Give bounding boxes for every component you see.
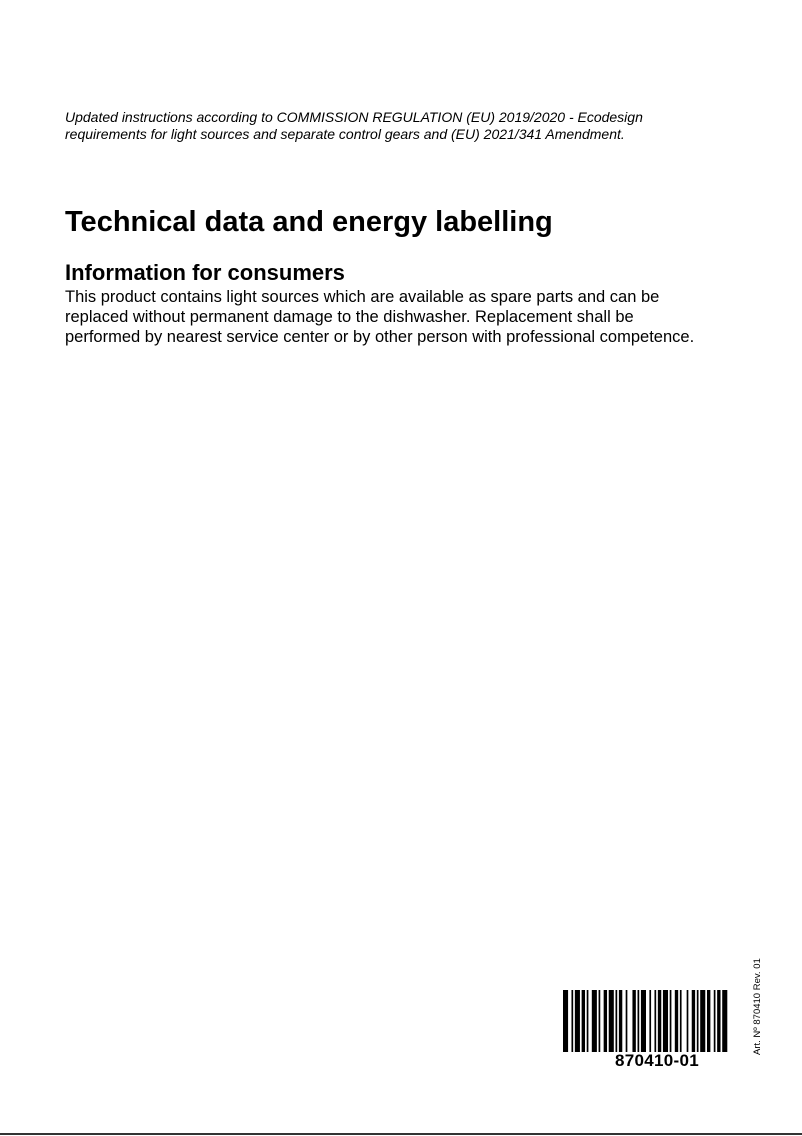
intro-line-2: requirements for light sources and separate control gears and (EU) 2021/341 Amendment.: [65, 126, 625, 142]
barcode-image: [563, 990, 729, 1052]
barcode-number: 870410-01: [615, 1051, 699, 1070]
section-body: [65, 287, 694, 347]
barcode-bar: [717, 990, 720, 1052]
barcode-bar: [626, 990, 628, 1052]
barcode-bar: [571, 990, 573, 1052]
barcode-bar: [575, 990, 580, 1052]
barcode-bar: [604, 990, 607, 1052]
page-title: Technical data and energy labelling: [65, 206, 553, 238]
barcode-bar: [697, 990, 699, 1052]
barcode-bar: [582, 990, 585, 1052]
body-line-1: This product contains light sources which are available as spare parts and can be: [65, 288, 660, 306]
barcode-bar: [592, 990, 597, 1052]
barcode-bar: [632, 990, 635, 1052]
barcode-bar: [654, 990, 656, 1052]
barcode-bar: [619, 990, 622, 1052]
body-line-3: performed by nearest service center or by other person with professional competence.: [65, 328, 695, 346]
barcode-bar: [609, 990, 614, 1052]
barcode-bars: [563, 990, 727, 1052]
barcode-bar: [675, 990, 678, 1052]
intro-note: [65, 109, 765, 143]
barcode-bar: [563, 990, 568, 1052]
barcode-bar: [687, 990, 689, 1052]
barcode-bar: [616, 990, 618, 1052]
barcode-bar: [700, 990, 705, 1052]
barcode-bar: [641, 990, 646, 1052]
barcode-bar: [587, 990, 589, 1052]
body-line-2: replaced without permanent damage to the dishwasher. Replacement shall be: [65, 308, 634, 326]
barcode-bar: [692, 990, 695, 1052]
barcode-bar: [638, 990, 640, 1052]
barcode-bar: [722, 990, 727, 1052]
barcode-bar: [599, 990, 601, 1052]
barcode-bar: [714, 990, 716, 1052]
barcode-bar: [649, 990, 651, 1052]
intro-line-1: Updated instructions according to COMMISSION REGULATION (EU) 2019/2020 - Ecodesign: [65, 109, 643, 125]
bottom-rule: [0, 1133, 802, 1135]
article-number-label: Art. Nº 870410 Rev. 01: [752, 958, 763, 1055]
barcode-bar: [680, 990, 682, 1052]
barcode-bar: [670, 990, 672, 1052]
section-heading: Information for consumers: [65, 260, 345, 285]
barcode-bar: [663, 990, 668, 1052]
barcode-bar: [658, 990, 661, 1052]
barcode-bar: [707, 990, 710, 1052]
